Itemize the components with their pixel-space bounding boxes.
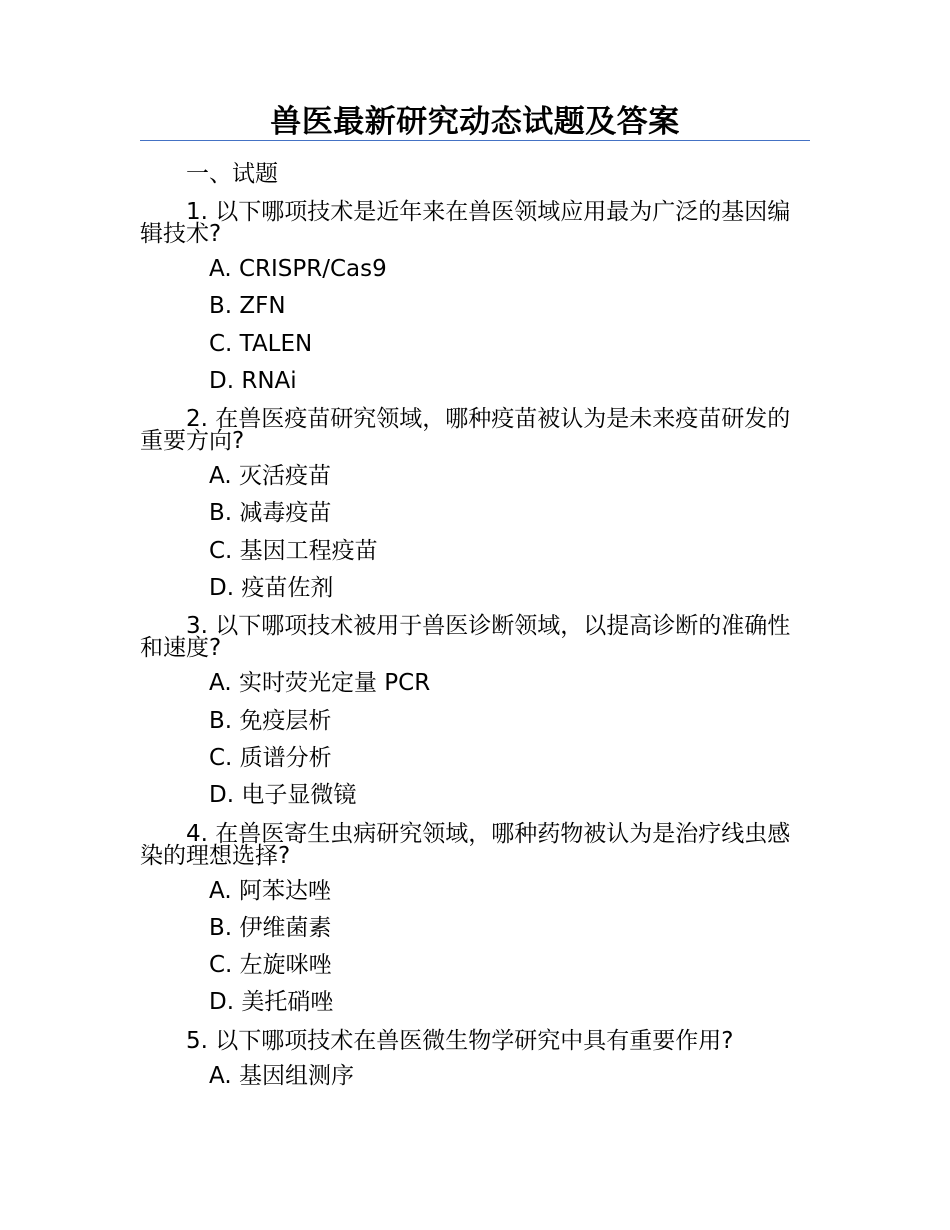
question-block-2 <box>140 400 810 607</box>
option-c: C. 左旋咪唑 <box>209 952 332 979</box>
question-block-1 <box>140 193 810 400</box>
document-body <box>140 156 810 1095</box>
question-text: 4. 在兽医寄生虫病研究领域，哪种药物被认为是治疗线虫感染的理想选择? <box>140 820 791 869</box>
option-d: D. 疫苗佐剂 <box>209 575 334 602</box>
option-b: B. 伊维菌素 <box>209 914 332 941</box>
option-b: B. 免疫层析 <box>209 707 332 734</box>
question-text: 2. 在兽医疫苗研究领域，哪种疫苗被认为是未来疫苗研发的重要方向? <box>140 406 791 455</box>
document-title: 兽医最新研究动态试题及答案 <box>270 104 680 140</box>
option-c: C. 基因工程疫苗 <box>209 537 378 564</box>
option-d: D. 电子显微镜 <box>209 782 357 809</box>
option-a: A. 灭活疫苗 <box>209 463 331 490</box>
option-c: C. TALEN <box>209 330 313 357</box>
option-d: D. 美托硝唑 <box>209 989 334 1016</box>
question-text: 5. 以下哪项技术在兽医微生物学研究中具有重要作用? <box>186 1027 734 1054</box>
option-a: A. 实时荧光定量 PCR <box>209 670 431 697</box>
option-a: A. 阿苯达唑 <box>209 877 331 904</box>
option-a: A. 基因组测序 <box>209 1062 354 1089</box>
question-text: 1. 以下哪项技术是近年来在兽医领域应用最为广泛的基因编辑技术? <box>140 199 791 247</box>
option-d: D. RNAi <box>209 367 297 394</box>
option-b: B. 减毒疫苗 <box>209 500 332 527</box>
question-block-4 <box>140 815 810 1022</box>
option-b: B. ZFN <box>209 293 286 320</box>
section-heading: 一、试题 <box>186 161 278 187</box>
option-a: A. CRISPR/Cas9 <box>209 256 387 282</box>
option-c: C. 质谱分析 <box>209 744 332 771</box>
title-underline <box>140 140 810 141</box>
question-block-3 <box>140 607 810 814</box>
question-block-5 <box>140 1022 810 1095</box>
question-text: 3. 以下哪项技术被用于兽医诊断领域，以提高诊断的准确性和速度? <box>140 613 791 662</box>
